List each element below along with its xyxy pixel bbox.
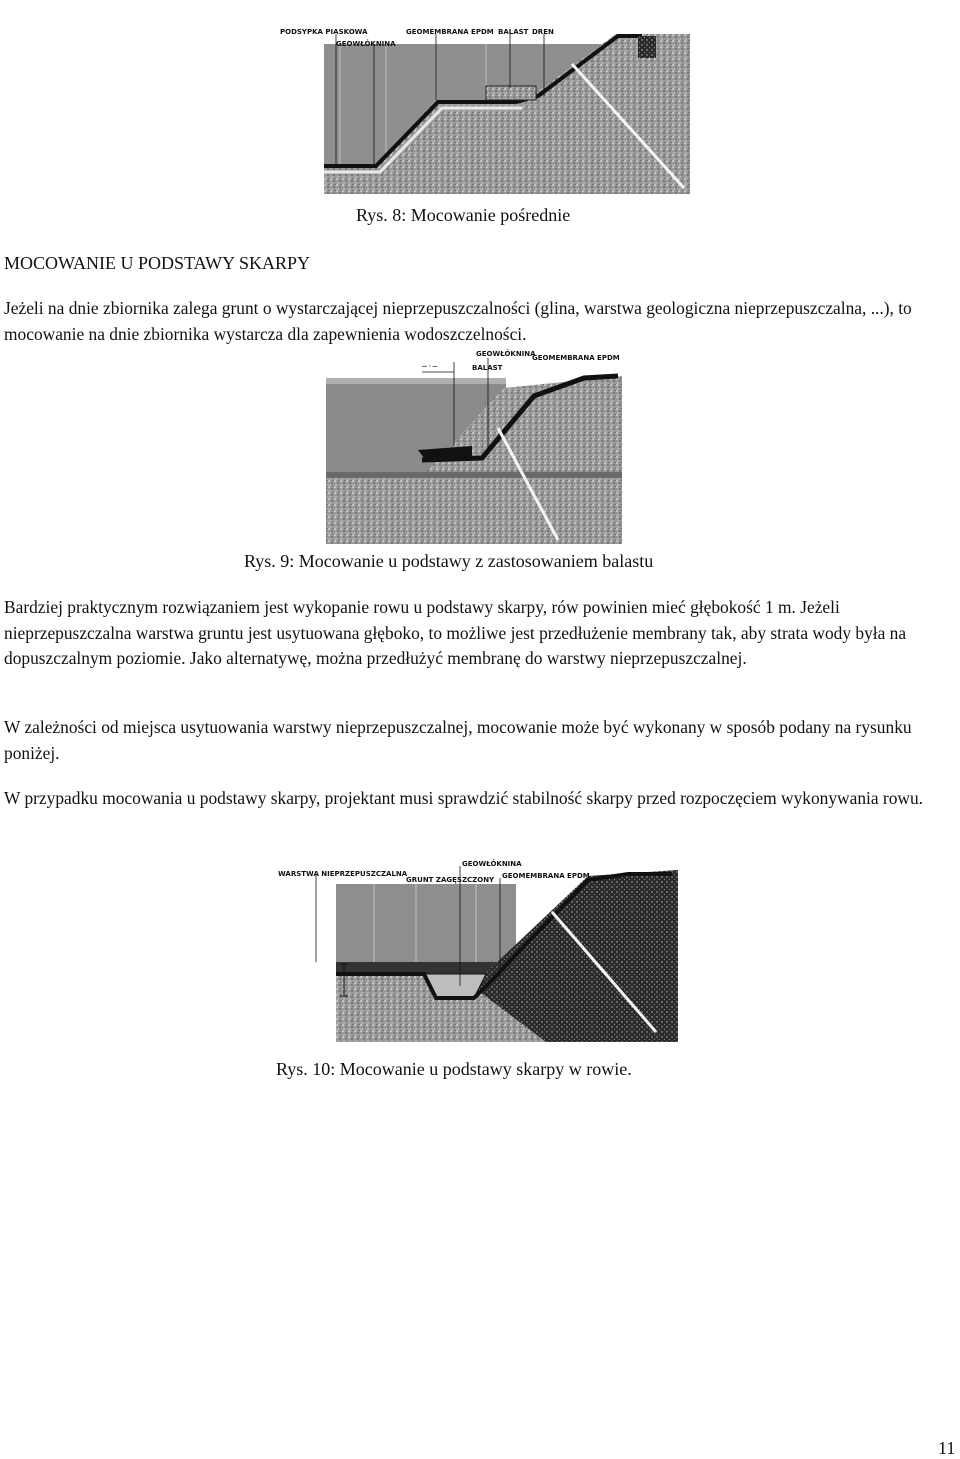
fig10-label-warstwa: WARSTWA NIEPRZEPUSZCZALNA [278,870,408,878]
fig10-label-geowloknina: GEOWŁÓKNINA [462,860,522,868]
figure-8-caption: Rys. 8: Mocowanie pośrednie [356,205,571,225]
fig9-label-geowloknina: GEOWŁÓKNINA [476,350,536,358]
fig8-label-geomembrana: GEOMEMBRANA EPDM [406,28,494,36]
page-number: 11 [938,1438,956,1458]
fig8-label-podsypka: PODSYPKA PIASKOWA [280,28,368,36]
paragraph-4: W przypadku mocowania u podstawy skarpy, projektant musi sprawdzić stabilność skarpy przed rozpoczęciem wykonywania rowu. [4,788,924,808]
fig9-label-geomembrana: GEOMEMBRANA EPDM [532,354,620,362]
fig8-label-geowloknina: GEOWŁÓKNINA [336,40,396,48]
figure-10-diagram [276,856,678,1042]
fig8-label-balast: BALAST [498,28,529,36]
section-heading: MOCOWANIE U PODSTAWY SKARPY [4,253,310,273]
paragraph-1: Jeżeli na dnie zbiornika zalega grunt o wystarczającej nieprzepuszczalności (glina, warstwa geologiczna nieprzepuszczalna, ...), to mocowanie na dnie zbiornika wystarcza dla zapewnienia wodoszczelności. [4,298,912,344]
fig8-label-dren: DREN [532,28,554,36]
figure-10-caption: Rys. 10: Mocowanie u podstawy skarpy w rowie. [276,1059,632,1079]
fig9-dimension-mark: — · — [422,364,438,370]
fig10-label-grunt: GRUNT ZAGĘSZCZONY [406,876,495,884]
paragraph-2: Bardziej praktycznym rozwiązaniem jest wykopanie rowu u podstawy skarpy, rów powinien mieć głębokość 1 m. Jeżeli nieprzepuszczalna warstwa gruntu jest usytuowana głęboko, to możliwe jest przedłużenie membrany tak, aby strata wody była na dopuszczalnym poziomie. Jako alternatywę, można przedłużyć membranę do warstwy nieprzepuszczalnej. [4,597,907,668]
figure-9-caption: Rys. 9: Mocowanie u podstawy z zastosowaniem balastu [244,551,654,571]
fig10-label-geomembrana: GEOMEMBRANA EPDM [502,872,590,880]
figure-9-diagram [322,348,622,544]
paragraph-3: W zależności od miejsca usytuowania warstwy nieprzepuszczalnej, mocowanie może być wykonany w sposób podany na rysunku poniżej. [4,717,912,763]
fig9-label-balast: BALAST [472,364,503,372]
figure-8-diagram [276,4,690,194]
